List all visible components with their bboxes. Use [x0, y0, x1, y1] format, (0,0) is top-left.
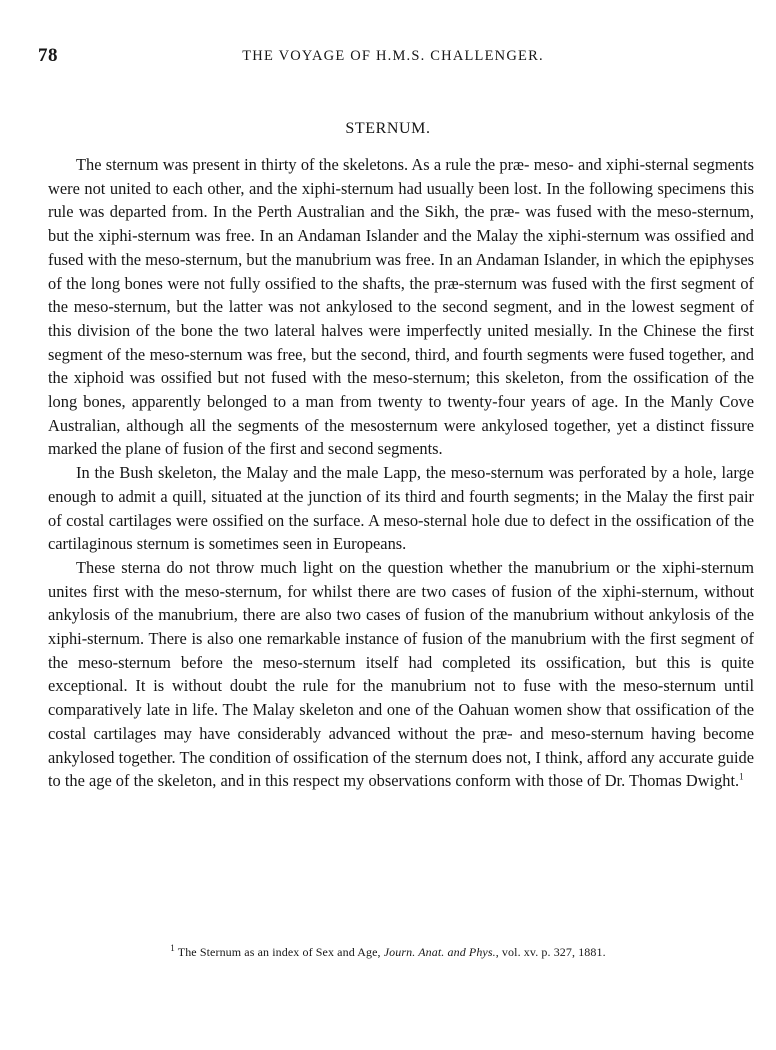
footnote-journal: Journ. Anat. and Phys.: [383, 945, 496, 959]
footnote-marker: 1: [170, 943, 175, 953]
footnote-text-after: , vol. xv. p. 327, 1881.: [495, 945, 606, 959]
section-title: STERNUM.: [345, 120, 431, 137]
paragraph-2: In the Bush skeleton, the Malay and the male Lapp, the meso-sternum was perforated by a hole, large enough to admit a quill, situated at the junction of its third and fourth segments; in the Malay the first pair of costal cartilages were ossified on the surface. A meso-sternal hole due to defect in the ossification of the cartilaginous sternum is sometimes seen in Europeans.: [48, 463, 754, 554]
page-number: 78: [38, 45, 58, 66]
body-text: [48, 153, 754, 793]
running-title: THE VOYAGE OF H.M.S. CHALLENGER.: [242, 48, 544, 64]
footnote-text-before: The Sternum as an index of Sex and Age,: [177, 945, 384, 959]
footnote: [0, 945, 776, 960]
paragraph-1: The sternum was present in thirty of the skeletons. As a rule the præ- meso- and xiphi-sternal segments were not united to each other, and the xiphi-sternum had usually been lost. In the following specimens this rule was departed from. In the Perth Australian and the Sikh, the præ- was fused with the meso-sternum, but the xiphi-sternum was free. In an Andaman Islander and the Malay the xiphi-sternum was ossified and fused with the meso-sternum, but the manubrium was free. In an Andaman Islander, in which the epiphyses of the long bones were not fully ossified to the shafts, the præ-sternum was fused with the first segment of the meso-sternum, but the latter was not ankylosed to the second segment, and in the lowest segment of this division of the bone the two lateral halves were imperfectly united mesially. In the Chinese the first segment of the meso-sternum was free, but the second, third, and fourth segments were fused together, and the xiphoid was ossified but not fused with the meso-sternum; this skeleton, from the ossification of the long bones, apparently belonged to a man from twenty to twenty-four years of age. In the Manly Cove Australian, although all the segments of the mesosternum were ankylosed together, yet a distinct fissure marked the plane of fusion of the first and second segments.: [48, 155, 754, 459]
page-header: [38, 45, 748, 69]
paragraph-3-text: These sterna do not throw much light on the question whether the manubrium or the xiphi-sternum unites first with the meso-sternum, for whilst there are two cases of fusion of the xiphi-sternum, without ankylosis of the manubrium, there are also two cases of fusion of the manubrium without ankylosis of the xiphi-sternum. There is also one remarkable instance of fusion of the manubrium with the first segment of the meso-sternum before the meso-sternum itself had completed its ossification, but this is quite exceptional. It is without doubt the rule for the manubrium not to fuse with the meso-sternum until comparatively late in life. The Malay skeleton and one of the Oahuan women show that ossification of the costal cartilages may have considerably advanced without the præ- and meso-sternum having become ankylosed together. The condition of ossification of the sternum does not, I think, afford any accurate guide to the age of the skeleton, and in this respect my observations conform with those of Dr. Thomas Dwight.: [48, 557, 754, 791]
footnote-reference[interactable]: 1: [739, 771, 744, 782]
paragraph-3: [48, 556, 754, 793]
